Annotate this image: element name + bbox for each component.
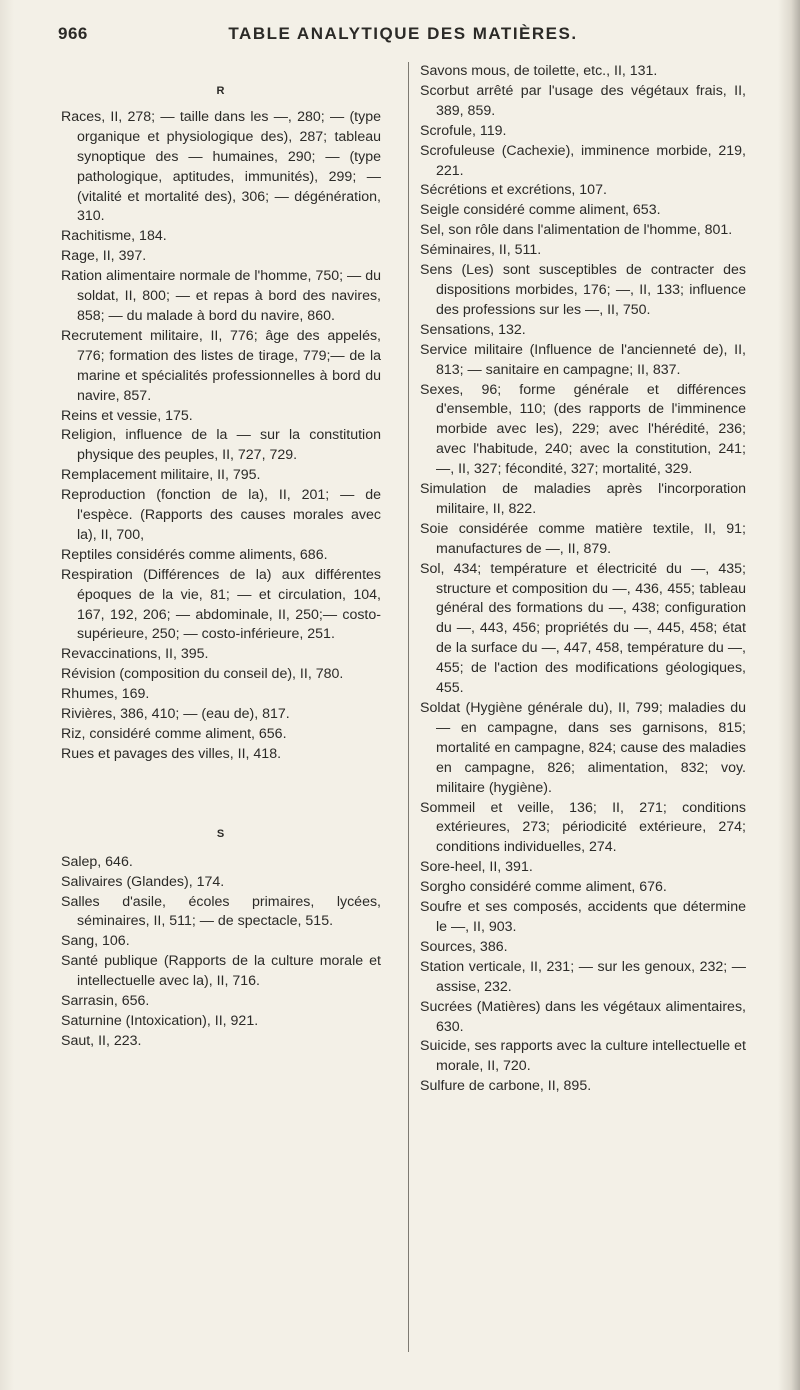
index-entry: Salivaires (Glandes), 174. — [61, 873, 225, 890]
index-entry: Sens (Les) sont susceptibles de contracter des dispositions morbides, 176; —, II, 133; influence des professions sur les —, II, 750. — [420, 262, 746, 318]
index-entries-s-left — [61, 853, 381, 1052]
index-entry: Sources, 386. — [420, 938, 508, 955]
section-letter-s: S — [216, 827, 226, 840]
section-letter-r: R — [216, 85, 226, 97]
index-entry: Religion, influence de la — sur la constitution physique des peuples, II, 727, 729. — [61, 427, 381, 464]
index-entry: Sarrasin, 656. — [61, 993, 150, 1010]
index-entry: Rivières, 386, 410; — (eau de), 817. — [61, 706, 290, 723]
page-header — [58, 24, 748, 54]
right-column — [420, 62, 746, 1097]
page-number: 966 — [58, 24, 88, 43]
index-entry: Soie considérée comme matière textile, II, 91; manufactures de —, II, 879. — [420, 520, 746, 557]
index-entry: Riz, considéré comme aliment, 656. — [61, 726, 287, 742]
index-entry: Reproduction (fonction de la), II, 201; — de l'espèce. (Rapports des causes morales avec la), II, 700, — [61, 487, 381, 543]
index-entry: Sel, son rôle dans l'alimentation de l'homme, 801. — [420, 222, 733, 239]
index-entry: Soldat (Hygiène générale du), II, 799; maladies du — en campagne, dans ses garnisons, 815; mortalité en campagne, 824; cause des maladies en campagne, 826; alimentation, 832; voy. militaire (hygiène). — [420, 700, 746, 796]
index-entry: Ration alimentaire normale de l'homme, 750; — du soldat, II, 800; — et repas à bord des navires, 858; — du malade à bord du navire, 860. — [61, 268, 381, 324]
index-entry: Séminaires, II, 511. — [420, 242, 542, 259]
index-entries-s-right — [420, 62, 746, 1097]
index-entry: Simulation de maladies après l'incorporation militaire, II, 822. — [420, 481, 746, 517]
index-entry: Révision (composition du conseil de), II, 780. — [61, 666, 344, 683]
index-entry: Rachitisme, 184. — [61, 228, 167, 245]
index-entry: Suicide, ses rapports avec la culture intellectuelle et morale, II, 720. — [420, 1038, 746, 1075]
index-entry: Savons mous, de toilette, etc., II, 131. — [420, 63, 658, 79]
index-entry: Rues et pavages des villes, II, 418. — [61, 745, 282, 762]
index-entry: Saut, II, 223. — [61, 1032, 142, 1049]
index-entry: Sécrétions et excrétions, 107. — [420, 182, 607, 199]
index-entry: Service militaire (Influence de l'ancienneté de), II, 813; — sanitaire en campagne; II, 837. — [420, 341, 746, 378]
index-entry: Rhumes, 169. — [61, 686, 150, 703]
index-entry: Sensations, 132. — [420, 321, 526, 338]
index-entries-r — [61, 108, 381, 765]
index-entry: Recrutement militaire, II, 776; âge des appelés, 776; formation des listes de tirage, 779;— de la marine et spécialités professionnelles à bord du navire, 857. — [61, 327, 381, 404]
left-column — [61, 68, 381, 1052]
index-entry: Sore-heel, II, 391. — [420, 859, 533, 876]
index-entry: Remplacement militaire, II, 795. — [61, 467, 261, 484]
index-entry: Revaccinations, II, 395. — [61, 646, 209, 663]
index-entry: Respiration (Différences de la) aux différentes époques de la vie, 81; — et circulation, 104, 167, 192, 206; — abdominale, II, 250;— costo-supérieure, 250; — costo-inférieure, 251. — [61, 566, 381, 643]
index-entry: Reptiles considérés comme aliments, 686. — [61, 546, 328, 563]
index-entry: Races, II, 278; — taille dans les —, 280; — (type organique et physiologique des), 287; tableau synoptique des — humaines, 290; — (type pathologique, aptitudes, immunités), 299; — (vitalité et mortalité des), 306; — dégénération, 310. — [61, 108, 381, 225]
index-entry: Scrofuleuse (Cachexie), imminence morbide, 219, 221. — [420, 142, 746, 179]
index-entry: Soufre et ses composés, accidents que détermine le —, II, 903. — [420, 899, 746, 935]
running-title: TABLE ANALYTIQUE DES MATIÈRES. — [228, 24, 578, 43]
index-entry: Salles d'asile, écoles primaires, lycées, séminaires, II, 511; — de spectacle, 515. — [61, 893, 381, 930]
index-entry: Scrofule, 119. — [420, 122, 507, 139]
index-entry: Sang, 106. — [61, 933, 130, 950]
index-entry: Sulfure de carbone, II, 895. — [420, 1078, 592, 1095]
index-entry: Reins et vessie, 175. — [61, 407, 193, 424]
index-entry: Sommeil et veille, 136; II, 271; conditions extérieures, 273; périodicité extérieure, 274; conditions individuelles, 274. — [420, 799, 746, 856]
index-entry: Santé publique (Rapports de la culture morale et intellectuelle avec la), II, 716. — [61, 953, 381, 990]
page-left-shadow — [0, 0, 14, 1390]
index-entry: Saturnine (Intoxication), II, 921. — [61, 1012, 259, 1029]
index-entry: Station verticale, II, 231; — sur les genoux, 232; — assise, 232. — [420, 958, 746, 995]
index-entry: Sol, 434; température et électricité du —, 435; structure et composition du —, 436, 455; tableau général des formations du —, 438; configuration du —, 443, 456; propriétés du —, 445, 458; état de la surface du —, 447, 458, température du —, 455; de l'action des modifications géologiques, 455. — [420, 560, 746, 697]
index-entry: Seigle considéré comme aliment, 653. — [420, 202, 661, 219]
index-entry: Sorgho considéré comme aliment, 676. — [420, 879, 667, 896]
index-entry: Rage, II, 397. — [61, 248, 147, 265]
index-entry: Salep, 646. — [61, 853, 133, 870]
index-entry: Sucrées (Matières) dans les végétaux alimentaires, 630. — [420, 998, 746, 1035]
index-entry: Scorbut arrêté par l'usage des végétaux frais, II, 389, 859. — [420, 82, 746, 119]
page-binding-shadow — [778, 0, 800, 1390]
index-entry: Sexes, 96; forme générale et différences d'ensemble, 110; (des rapports de l'imminence morbide avec les), 229; avec l'hérédité, 236; avec l'habitude, 240; avec la constitution, 241; —, II, 327; fécondité, 327; mortalité, 329. — [420, 381, 746, 478]
column-divider — [408, 62, 409, 1352]
